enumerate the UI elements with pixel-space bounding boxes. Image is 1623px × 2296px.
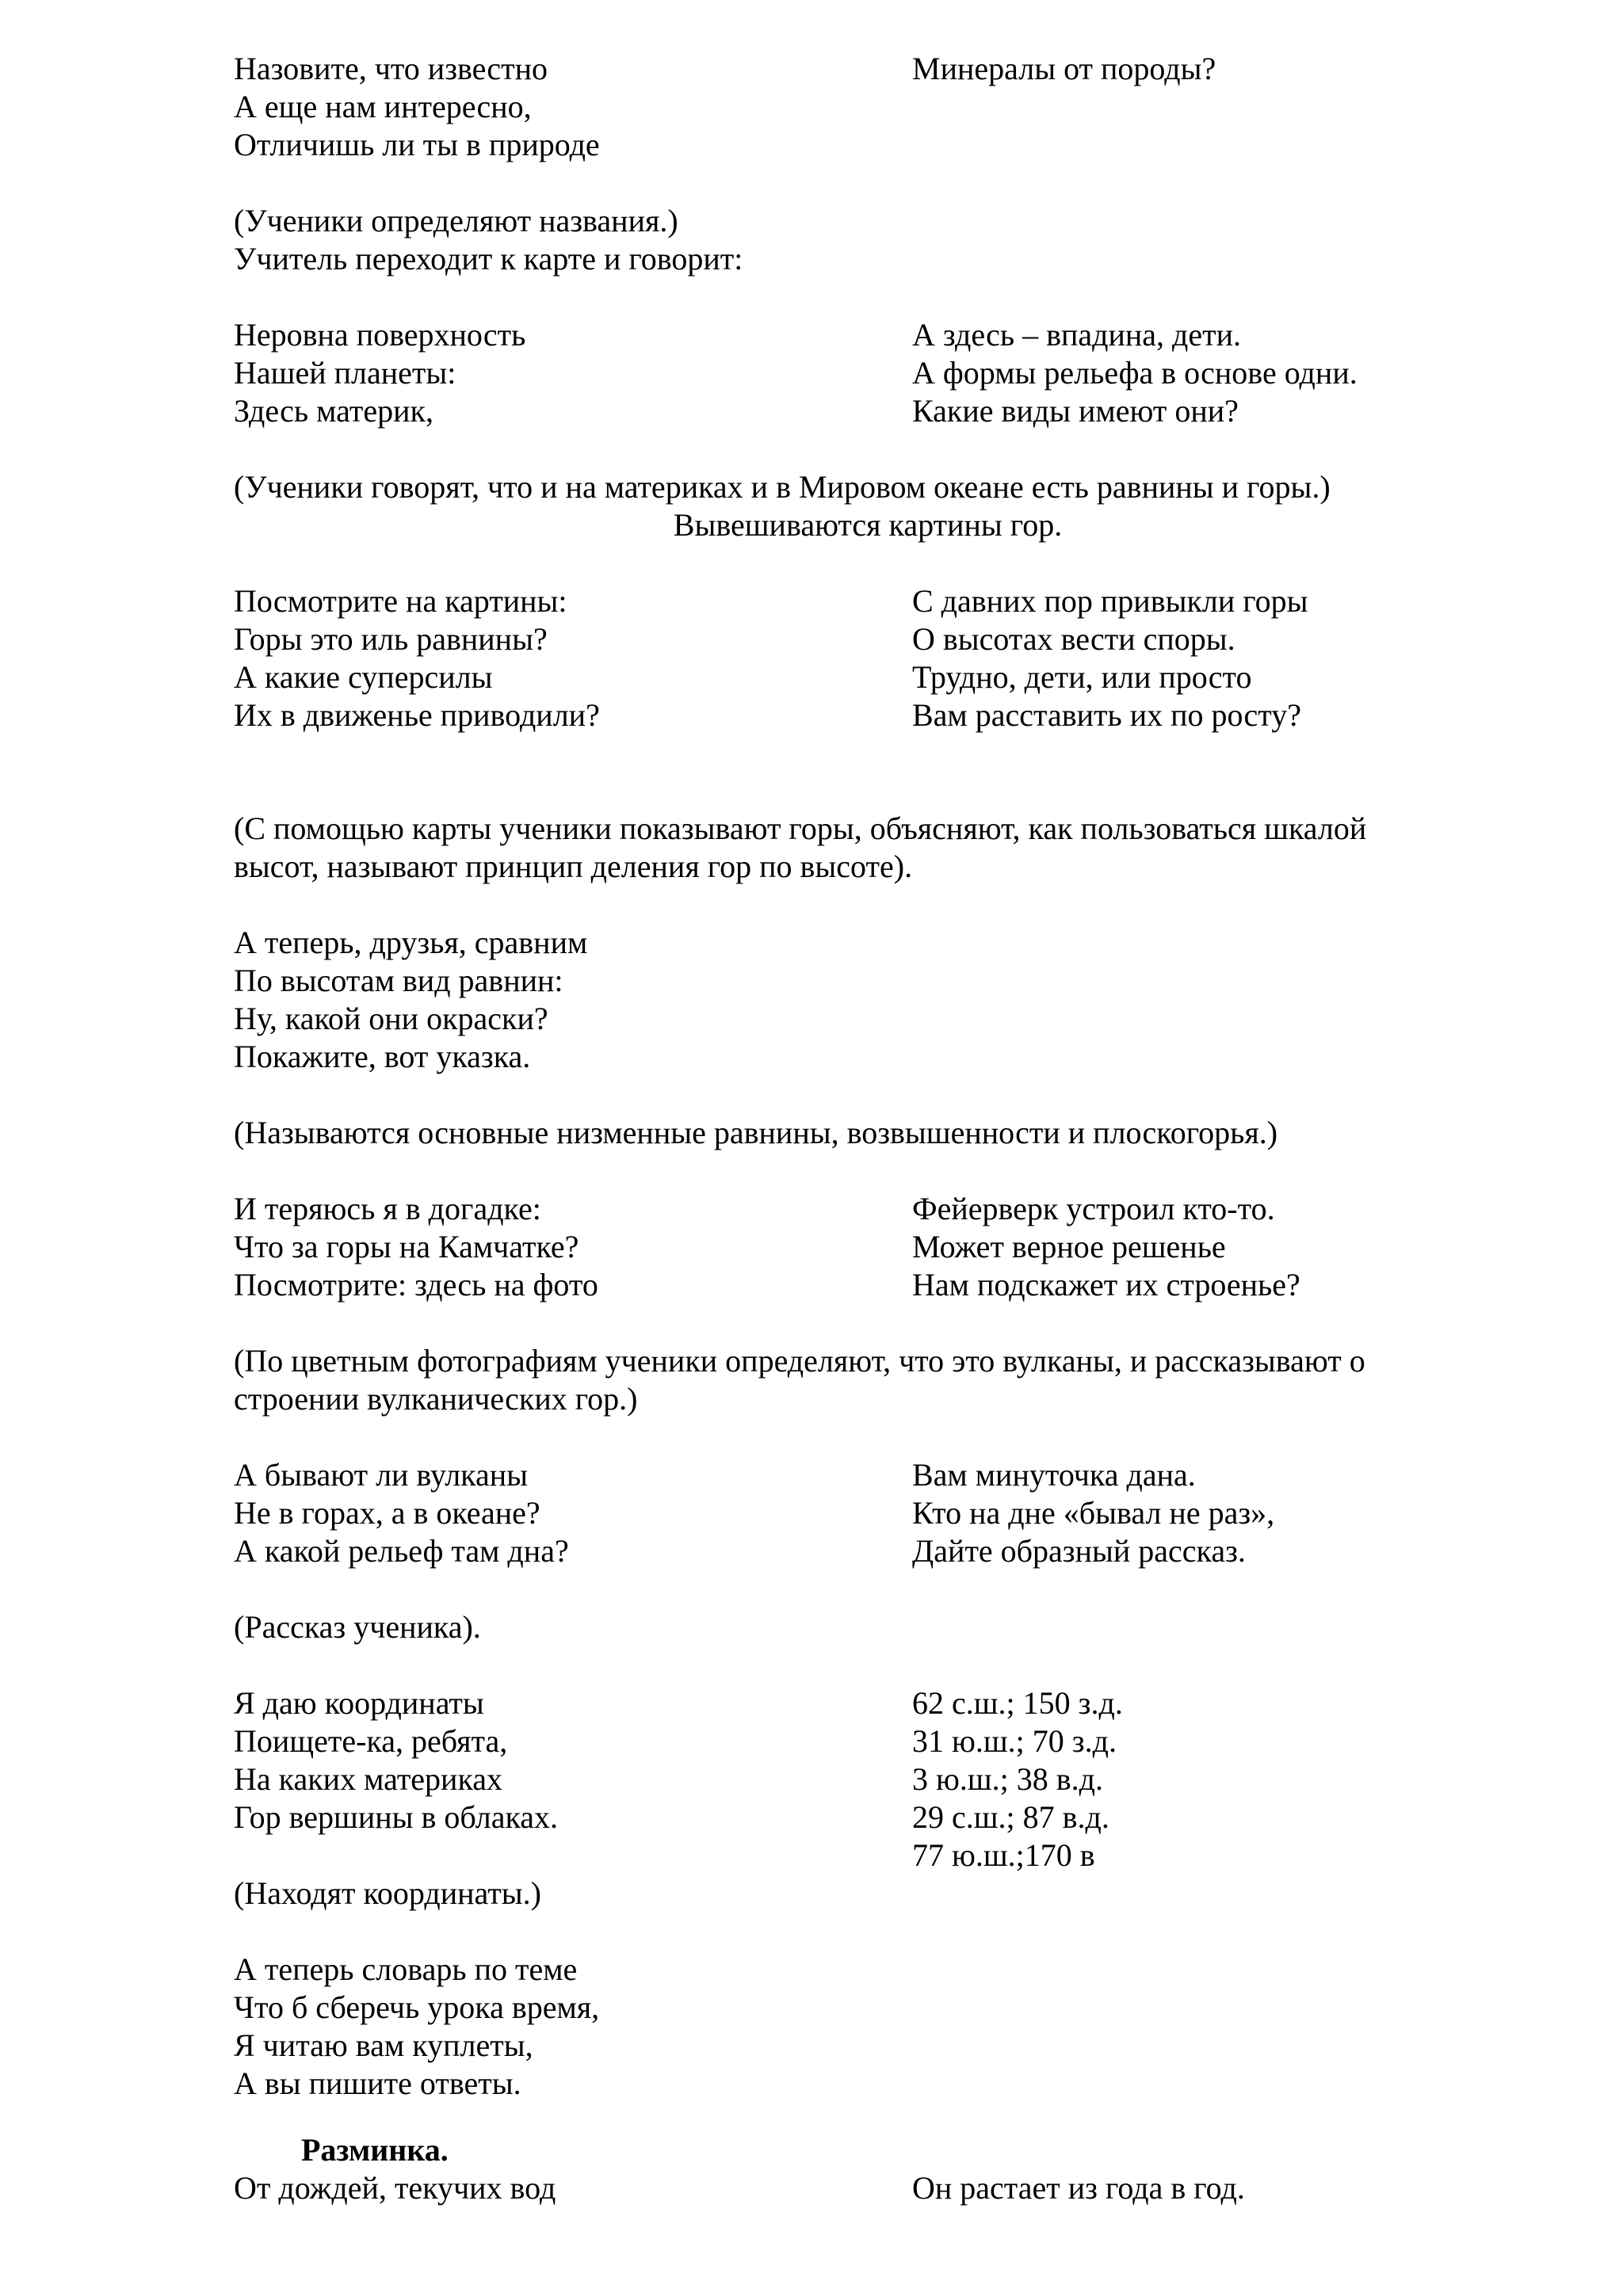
- verse-line: А теперь словарь по теме: [234, 1951, 578, 1987]
- stage-direction-centered: Вывешиваются картины гор.: [673, 507, 1063, 543]
- stage-direction: Учитель переходит к карте и говорит:: [234, 241, 743, 277]
- verse-line: Ну, какой они окраски?: [234, 1001, 548, 1036]
- verse-line: Дайте образный рассказ.: [912, 1533, 1246, 1569]
- verse-line: Я читаю вам куплеты,: [234, 2027, 533, 2063]
- verse-line: А вы пишите ответы.: [234, 2065, 521, 2101]
- stage-direction: (Ученики определяют названия.): [234, 203, 678, 238]
- coordinate-line: 62 с.ш.; 150 з.д.: [912, 1685, 1123, 1721]
- verse-line: С давних пор привыкли горы: [912, 583, 1308, 619]
- verse-line: А здесь – впадина, дети.: [912, 317, 1242, 353]
- verse-line: Гор вершины в облаках.: [234, 1799, 559, 1835]
- verse-line: А бывают ли вулканы: [234, 1457, 529, 1493]
- verse-line: А какие суперсилы: [234, 659, 493, 695]
- coordinate-line: 77 ю.ш.;170 в: [912, 1837, 1095, 1873]
- verse-line: Горы это иль равнины?: [234, 621, 548, 657]
- verse-line: По высотам вид равнин:: [234, 963, 563, 998]
- verse-line: А формы рельефа в основе одни.: [912, 355, 1358, 391]
- coordinate-line: 29 с.ш.; 87 в.д.: [912, 1799, 1109, 1835]
- verse-line: Какие виды имеют они?: [912, 393, 1239, 429]
- verse-line: Вам минуточка дана.: [912, 1457, 1196, 1493]
- verse-line: Кто на дне «бывал не раз»,: [912, 1495, 1275, 1531]
- verse-line: Нашей планеты:: [234, 355, 456, 391]
- verse-line: Фейерверк устроил кто-то.: [912, 1191, 1275, 1226]
- verse-line: Назовите, что известно: [234, 51, 548, 86]
- stage-direction: строении вулканических гор.): [234, 1381, 638, 1417]
- verse-line: Что за горы на Камчатке?: [234, 1229, 579, 1264]
- stage-direction: (Ученики говорят, что и на материках и в Мировом океане есть равнины и горы.): [234, 469, 1331, 505]
- verse-line: Не в горах, а в океане?: [234, 1495, 540, 1531]
- verse-line: От дождей, текучих вод: [234, 2170, 556, 2206]
- verse-line: И теряюсь я в догадке:: [234, 1191, 541, 1226]
- verse-line: А какой рельеф там дна?: [234, 1533, 569, 1569]
- verse-line: Посмотрите: здесь на фото: [234, 1267, 598, 1302]
- section-heading: Разминка.: [301, 2132, 449, 2168]
- verse-line: Вам расставить их по росту?: [912, 697, 1302, 733]
- stage-direction: (По цветным фотографиям ученики определяют, что это вулканы, и рассказывают о: [234, 1343, 1365, 1379]
- stage-direction: (Находят координаты.): [234, 1875, 541, 1911]
- verse-line: Нам подскажет их строенье?: [912, 1267, 1300, 1302]
- verse-line: Посмотрите на картины:: [234, 583, 567, 619]
- stage-direction: (Называются основные низменные равнины, возвышенности и плоскогорья.): [234, 1115, 1278, 1150]
- coordinate-line: 3 ю.ш.; 38 в.д.: [912, 1761, 1104, 1797]
- verse-line: Может верное решенье: [912, 1229, 1226, 1264]
- verse-line: Их в движенье приводили?: [234, 697, 600, 733]
- verse-line: На каких материках: [234, 1761, 503, 1797]
- verse-line: Отличишь ли ты в природе: [234, 127, 600, 162]
- verse-line: А теперь, друзья, сравним: [234, 925, 588, 960]
- coordinate-line: 31 ю.ш.; 70 з.д.: [912, 1723, 1117, 1759]
- verse-line: Неровна поверхность: [234, 317, 526, 353]
- verse-line: Минералы от породы?: [912, 51, 1216, 86]
- verse-line: Трудно, дети, или просто: [912, 659, 1252, 695]
- stage-direction: высот, называют принцип деления гор по высоте).: [234, 849, 913, 884]
- verse-line: Здесь материк,: [234, 393, 433, 429]
- verse-line: Я даю координаты: [234, 1685, 484, 1721]
- stage-direction: (Рассказ ученика).: [234, 1609, 481, 1645]
- verse-line: О высотах вести споры.: [912, 621, 1235, 657]
- verse-line: Покажите, вот указка.: [234, 1039, 531, 1074]
- verse-line: Поищете-ка, ребята,: [234, 1723, 508, 1759]
- verse-line: А еще нам интересно,: [234, 89, 532, 124]
- stage-direction: (С помощью карты ученики показывают горы, объясняют, как пользоваться шкалой: [234, 810, 1367, 846]
- verse-line: Он растает из года в год.: [912, 2170, 1245, 2206]
- verse-line: Что б сберечь урока время,: [234, 1989, 600, 2025]
